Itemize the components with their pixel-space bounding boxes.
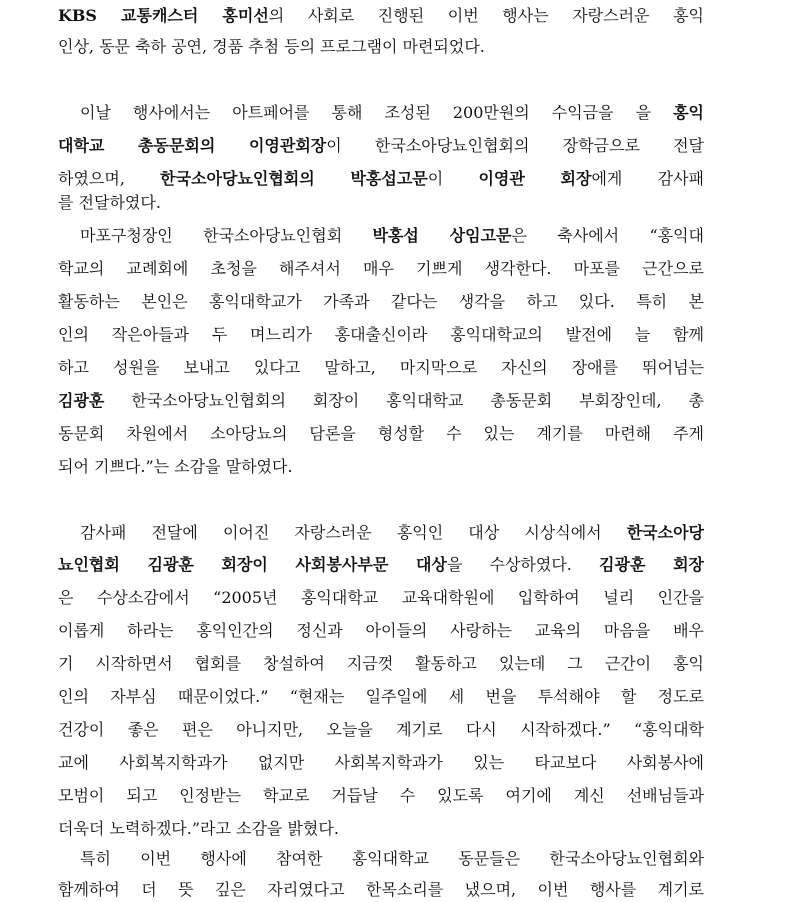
text-run: 모범이 되고 인정받는 학교로 거듭날 수 있도록 여기에 계신 선배님들과 [58, 786, 704, 805]
text-line [58, 654, 704, 676]
text-line [58, 6, 704, 28]
text-line [58, 226, 704, 248]
text-run: 감사패 전달에 이어진 자랑스러운 홍익인 대상 시상식에서 [80, 523, 627, 542]
text-run: 인의 작은아들과 두 며느리가 홍대출신이라 홍익대학교의 발전에 늘 함께 [58, 325, 704, 344]
text-run: 의 사회로 진행된 이번 행사는 자랑스러운 홍익 [268, 6, 704, 25]
text-run: 인상, 동문 축하 공연, 경품 추첨 등의 프로그램이 마련되었다. [58, 37, 485, 56]
text-run: 이날 행사에서는 아트페어를 통해 조성된 200만원의 수익금을 을 [80, 103, 674, 122]
text-line [58, 103, 704, 125]
bold-text-run: 김광훈 [58, 391, 105, 410]
bold-text-run: 뇨인협회 김광훈 회장이 사회봉사부문 대상 [58, 555, 447, 574]
text-run: 학교의 교례회에 초청을 해주셔서 매우 기쁘게 생각한다. 마포를 근간으로 [58, 259, 704, 278]
text-line [58, 424, 704, 446]
text-run: 활동하는 본인은 홍익대학교가 가족과 같다는 생각을 하고 있다. 특히 본 [58, 292, 704, 311]
text-run: 를 전달하였다. [58, 193, 161, 212]
text-run: 교에 사회복지학과가 없지만 사회복지학과가 있는 타교보다 사회봉사에 [58, 753, 704, 772]
bold-text-run: 홍익 [673, 103, 704, 122]
bold-text-run: 김광훈 회장 [599, 555, 704, 574]
text-line [58, 325, 704, 347]
text-run: 을 수상하였다. [446, 555, 600, 574]
text-run: 이 [427, 169, 479, 188]
text-run: 이롭게 하라는 홍익인간의 정신과 아이들의 사랑하는 교육의 마음을 배우 [58, 621, 704, 640]
text-line [58, 621, 704, 643]
text-line [58, 259, 704, 281]
text-run: 건강이 좋은 편은 아니지만, 오늘을 계기로 다시 시작하겠다.” “홍익대학 [58, 720, 704, 739]
text-line [58, 753, 704, 775]
text-line [58, 523, 704, 545]
text-run: 에게 감사패 [591, 169, 704, 188]
text-line [58, 358, 704, 380]
bold-text-run: 대학교 총동문회의 이영관회장 [58, 136, 327, 155]
text-line [58, 819, 704, 841]
bold-text-run: 이영관 회장 [478, 169, 592, 188]
bold-text-run: KBS 교통캐스터 홍미선 [58, 6, 269, 25]
text-line [58, 849, 704, 871]
text-line [58, 169, 704, 191]
text-line [58, 588, 704, 610]
text-run: 하고 성원을 보내고 있다고 말하고, 마지막으로 자신의 장애를 뛰어넘는 [58, 358, 704, 377]
text-run: 기 시작하면서 협회를 창설하여 지금껏 활동하고 있는데 그 근간이 홍익 [58, 654, 704, 673]
text-run: 함께하여 더 뜻 깊은 자리였다고 한목소리를 냈으며, 이번 행사를 계기로 [58, 880, 704, 899]
text-run: 한국소아당뇨인협회의 회장이 홍익대학교 총동문회 부회장인데, 총 [104, 391, 704, 410]
text-line [58, 687, 704, 709]
text-run: 은 축사에서 “홍익대 [511, 226, 704, 245]
text-line [58, 136, 704, 158]
bold-text-run: 한국소아당뇨인협회의 박홍섭고문 [160, 169, 428, 188]
bold-text-run: 박홍섭 상임고문 [372, 226, 512, 245]
text-line [58, 37, 704, 59]
bold-text-run: 한국소아당 [626, 523, 704, 542]
text-run: 특히 이번 행사에 참여한 홍익대학교 동문들은 한국소아당뇨인협회와 [80, 849, 704, 868]
text-run: 인의 자부심 때문이었다.” “현재는 일주일에 세 번을 투석해야 할 정도로 [58, 687, 704, 706]
text-run: 은 수상소감에서 “2005년 홍익대학교 교육대학원에 입학하여 널리 인간을 [58, 588, 704, 607]
text-line [58, 786, 704, 808]
text-run: 이 한국소아당뇨인협회의 장학금으로 전달 [326, 136, 704, 155]
text-line [58, 720, 704, 742]
text-line [58, 555, 704, 577]
text-line [58, 391, 704, 413]
text-run: 하였으며, [58, 169, 161, 188]
text-line [58, 292, 704, 314]
text-run: 되어 기쁘다.”는 소감을 말하였다. [58, 457, 293, 476]
text-line [58, 193, 704, 215]
text-run: 동문회 차원에서 소아당뇨의 담론을 형성할 수 있는 계기를 마련해 주게 [58, 424, 704, 443]
text-line [58, 880, 704, 902]
text-run: 마포구청장인 한국소아당뇨인협회 [80, 226, 373, 245]
text-run: 더욱더 노력하겠다.”라고 소감을 밝혔다. [58, 819, 339, 838]
text-line [58, 457, 704, 479]
